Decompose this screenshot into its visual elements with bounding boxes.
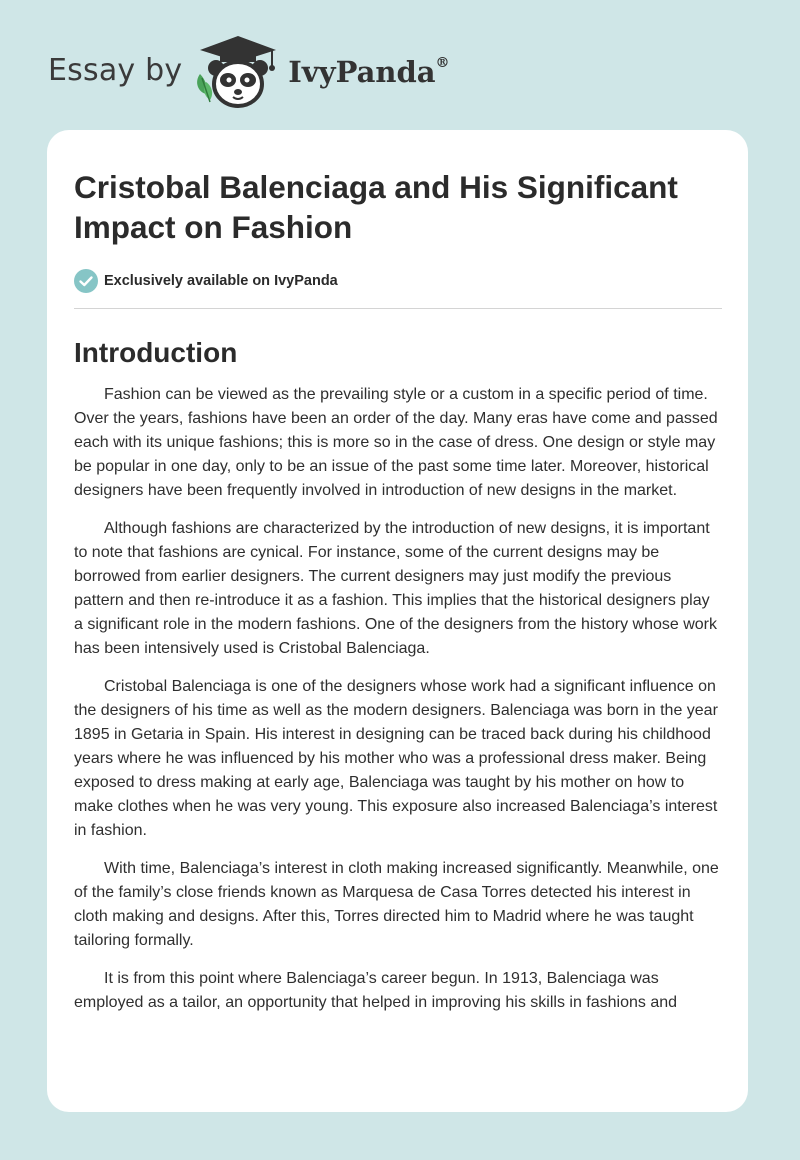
site-header	[48, 30, 450, 110]
section-heading: Introduction	[74, 337, 238, 368]
paragraph: With time, Balenciaga’s interest in cloth making increased significantly. Meanwhile, one of the family’s close friends known as Marquesa de Casa Torres detected his interest in cloth making and designs. After this, Torres directed him to Madrid where he was taught tailoring formally.	[74, 860, 719, 949]
paragraph: Fashion can be viewed as the prevailing style or a custom in a specific period of time. Over the years, fashions have been an order of the day. Many eras have come and passed each with its unique fashions; this is more so in the case of dress. One design or style may be popular in one day, only to be an issue of the past some time later. Moreover, historical designers have been frequently involved in introduction of new designs in the market.	[74, 386, 718, 499]
essay-card	[47, 130, 748, 1112]
brand-name[interactable]: IvyPanda®	[288, 55, 450, 89]
essay-by-label: Essay by	[48, 52, 183, 88]
registered-mark: ®	[435, 55, 450, 72]
divider	[74, 308, 722, 309]
panda-graduate-icon[interactable]	[190, 30, 286, 110]
paragraph: It is from this point where Balenciaga’s career begun. In 1913, Balenciaga was employed as a tailor, an opportunity that helped in improving his skills in fashions and	[74, 970, 678, 1011]
exclusive-label: Exclusively available on IvyPanda	[104, 273, 338, 289]
check-circle-icon	[74, 269, 98, 293]
page-title: Cristobal Balenciaga and His Significant Impact on Fashion	[74, 169, 678, 245]
essay-body	[74, 383, 722, 1015]
paragraph: Although fashions are characterized by the introduction of new designs, it is important to note that fashions are cynical. For instance, some of the current designs may be borrowed from earlier designers. The current designers may just modify the previous pattern and then re-introduce it as a fashion. This implies that the historical designers play a significant role in the modern fashions. One of the designers from the history whose work has been intensively used is Cristobal Balenciaga.	[74, 520, 717, 657]
exclusive-badge	[74, 269, 722, 293]
paragraph: Cristobal Balenciaga is one of the designers whose work had a significant influence on the designers of his time as well as the modern designers. Balenciaga was born in the year 1895 in Getaria in Spain. His interest in designing can be traced back during his childhood years where he was influenced by his mother who was a professional dress maker. Being exposed to dress making at early age, Balenciaga was taught by his mother on how to make clothes when he was very young. This exposure also increased Balenciaga’s interest in fashion.	[74, 678, 718, 839]
